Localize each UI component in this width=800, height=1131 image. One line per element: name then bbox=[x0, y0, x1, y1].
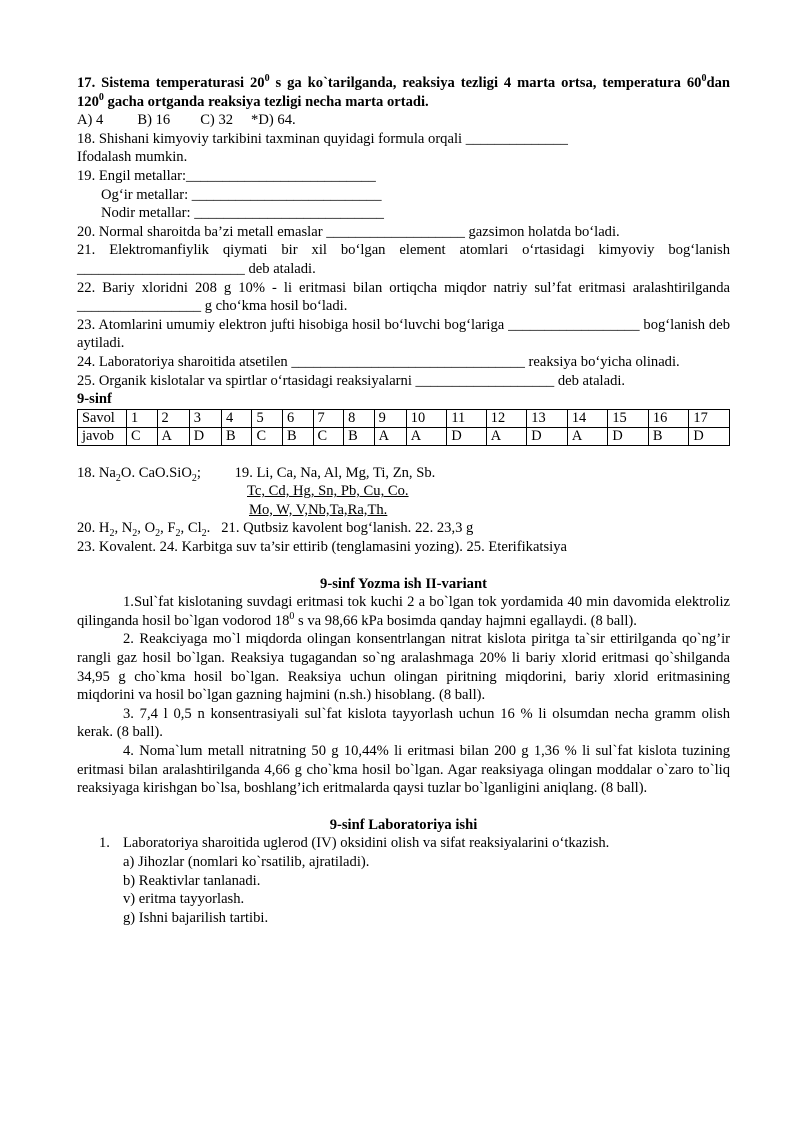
table-cell-answer: D bbox=[447, 427, 486, 445]
table-cell-answer: B bbox=[344, 427, 375, 445]
answer-18: O. CaO.SiO bbox=[120, 464, 192, 481]
table-cell-answer: D bbox=[189, 427, 221, 445]
table-row-answers bbox=[78, 427, 730, 445]
written-task-1 bbox=[77, 593, 730, 630]
answer-23-25: 23. Kovalent. 24. Karbitga suv ta’sir ettirib (tenglamasini yozing). 25. Eterifikatsiya bbox=[77, 539, 567, 556]
answer-21-22: 21. Qutbsiz kavolent bog‘lanish. 22. 23,3 g bbox=[221, 520, 474, 537]
table-cell-question: 4 bbox=[221, 409, 252, 427]
q17-option: *D) 64. bbox=[251, 112, 296, 129]
table-cell-question: 2 bbox=[157, 409, 189, 427]
table-cell-question: 10 bbox=[406, 409, 447, 427]
table-cell-question: 8 bbox=[344, 409, 375, 427]
answer-18-19 bbox=[77, 464, 730, 483]
table-cell-question: 15 bbox=[608, 409, 649, 427]
table-cell-question: 3 bbox=[189, 409, 221, 427]
table-cell-question: 1 bbox=[127, 409, 158, 427]
q17-option: B) 16 bbox=[137, 112, 171, 129]
q17-text: s ga ko`tarilganda, reaksiya tezligi 4 marta ortsa, temperatura 60 bbox=[269, 75, 702, 91]
table-cell-question: 9 bbox=[374, 409, 406, 427]
table-cell-question: 16 bbox=[648, 409, 689, 427]
degree-sup: 0 bbox=[289, 610, 295, 622]
table-cell-answer: C bbox=[252, 427, 283, 445]
degree-sup: 0 bbox=[264, 73, 270, 85]
answer-18: 18. Na bbox=[77, 464, 116, 481]
lab-item-number: 1. bbox=[99, 835, 110, 852]
q17-option: A) 4 bbox=[77, 112, 104, 129]
lab-sub-a: a) Jihozlar (nomlari ko`rsatilib, ajratiladi). bbox=[123, 853, 370, 870]
table-row-questions bbox=[78, 409, 730, 427]
q17-text: gacha ortganda reaksiya tezligi necha marta ortadi. bbox=[103, 93, 429, 110]
question-18-cont: Ifodalash mumkin. bbox=[77, 149, 188, 166]
degree-sup: 0 bbox=[701, 73, 707, 85]
subscript: 2 bbox=[191, 472, 197, 484]
table-cell-answer: B bbox=[283, 427, 314, 445]
question-23: 23. Atomlarini umumiy elektron jufti hisobiga hosil bo‘luvchi bog‘lariga __________________ bog‘lanish deb aytiladi. bbox=[77, 316, 730, 352]
table-cell-answer: D bbox=[527, 427, 568, 445]
table-cell-answer: A bbox=[567, 427, 608, 445]
question-19-heavy: Og‘ir metallar: __________________________ bbox=[101, 186, 382, 203]
lab-title: 9-sinf Laboratoriya ishi bbox=[329, 816, 478, 833]
q17-text: dan 120 bbox=[77, 75, 730, 110]
answer-table bbox=[77, 409, 730, 446]
question-17 bbox=[77, 74, 730, 111]
table-row-label: Savol bbox=[78, 409, 127, 427]
subscript: 2 bbox=[115, 472, 121, 484]
question-22: 22. Bariy xloridni 208 g 10% - li eritmasi bilan ortiqcha miqdor natriy sul’fat eritmasi aralashtirilganda _________________ g cho‘kma hosil bo‘ladi. bbox=[77, 279, 730, 315]
table-cell-answer: D bbox=[608, 427, 649, 445]
table-cell-question: 12 bbox=[486, 409, 527, 427]
table-cell-answer: A bbox=[406, 427, 447, 445]
table-cell-question: 11 bbox=[447, 409, 486, 427]
answer-19-line1: 19. Li, Ca, Na, Al, Mg, Ti, Zn, Sb. bbox=[234, 464, 436, 481]
written-task-4: 4. Noma`lum metall nitratning 50 g 10,44% li eritmasi bilan 200 g 1,36 % li sul`fat kislota tuzining eritmasi bilan aralashtirilganda 4,66 g cho`kma hosil bo`lgan. Agar reaksiyaga olingan moddalar o`zaro to`liq reaksiyaga kirishgan bo`lsa, boshlang’ich eritmalarda qaysi tuzlar bo`lganligini aniqlang. (8 ball). bbox=[77, 743, 730, 797]
q17-options bbox=[77, 111, 730, 130]
table-cell-answer: D bbox=[689, 427, 730, 445]
written-title: 9-sinf Yozma ish II-variant bbox=[320, 575, 487, 592]
table-cell-question: 6 bbox=[283, 409, 314, 427]
answer-18: ; bbox=[196, 464, 201, 481]
table-cell-answer: A bbox=[486, 427, 527, 445]
lab-sub-v: v) eritma tayyorlash. bbox=[123, 891, 245, 908]
question-20: 20. Normal sharoitda ba’zi metall emaslar ___________________ gazsimon holatda bo‘ladi. bbox=[77, 223, 620, 240]
answer-19-line2: Tc, Cd, Hg, Sn, Pb, Cu, Co. bbox=[247, 483, 409, 500]
written-task-3: 3. 7,4 l 0,5 n konsentrasiyali sul`fat kislota tayyorlash uchun 16 % li olsumdan necha gramm olish kerak. (8 ball). bbox=[77, 705, 730, 741]
question-19: 19. Engil metallar:__________________________ bbox=[77, 167, 376, 184]
q17-option: C) 32 bbox=[200, 112, 234, 129]
task-1-text: s va 98,66 kPa bosimda qanday hajmni egallaydi. (8 ball). bbox=[294, 612, 637, 629]
table-cell-answer: A bbox=[374, 427, 406, 445]
table-cell-question: 5 bbox=[252, 409, 283, 427]
table-cell-question: 13 bbox=[527, 409, 568, 427]
task-1-text: 1.Sul`fat kislotaning suvdagi eritmasi tok kuchi 2 a bo`lgan tok yordamida 40 min davomida elektroliz qilinganda hosil bo`lgan vodorod 18 bbox=[77, 594, 730, 629]
table-title: 9-sinf bbox=[77, 391, 112, 408]
answer-20-22: 20. $H_2$, $N_2$, $O_2$, $F_2$, $Cl_2$. 21. Qutbsiz kavolent bog‘lanish. 22. 23,3 g bbox=[77, 520, 474, 540]
table-cell-question: 7 bbox=[313, 409, 344, 427]
table-cell-answer: B bbox=[648, 427, 689, 445]
lab-sub-g: g) Ishni bajarilish tartibi. bbox=[123, 909, 269, 926]
table-cell-answer: B bbox=[221, 427, 252, 445]
question-21: 21. Elektromanfiylik qiymati bir xil bo‘lgan element atomlari o‘rtasidagi kimyoviy bog‘lanish _______________________ deb ataladi. bbox=[77, 242, 730, 277]
document-page bbox=[77, 74, 730, 927]
lab-item-text: Laboratoriya sharoitida uglerod (IV) oksidini olish va sifat reaksiyalarini o‘tkazish. bbox=[123, 835, 610, 852]
table-row-label: javob bbox=[78, 427, 127, 445]
table-cell-question: 17 bbox=[689, 409, 730, 427]
lab-sub-b: b) Reaktivlar tanlanadi. bbox=[123, 872, 261, 889]
lab-item-1 bbox=[77, 834, 730, 853]
question-19-noble: Nodir metallar: __________________________ bbox=[101, 205, 384, 222]
question-24: 24. Laboratoriya sharoitida atsetilen ________________________________ reaksiya bo‘yicha olinadi. bbox=[77, 353, 680, 370]
q17-text: 17. Sistema temperaturasi 20 bbox=[77, 75, 265, 91]
question-25: 25. Organik kislotalar va spirtlar o‘rtasidagi reaksiyalarni ___________________ deb ataladi. bbox=[77, 372, 626, 389]
table-cell-answer: A bbox=[157, 427, 189, 445]
question-18: 18. Shishani kimyoviy tarkibini taxminan quyidagi formula orqali ______________ bbox=[77, 130, 568, 147]
degree-sup: 0 bbox=[98, 91, 104, 103]
answer-19-line3: Mo, W, V,Nb,Ta,Ra,Th. bbox=[249, 501, 388, 518]
written-task-2: 2. Reakciyaga mo`l miqdorda olingan konsentrlangan nitrat kislota piritga ta`sir ettirilganda qo`ng’ir rangli gaz hosil bo`lgan. Reaksiya tugagandan so`ng aralashmaga 20% li bariy xlorid eritmasi qo`shilganda 34,95 g cho`kma hosil bo`lgan. Reaksiya uchun olingan piritning miqdorini, bariy xlorid eritmasining miqdorini va hosil bo`lgan gazning hajmini (n.sh.) hisoblang. (8 ball). bbox=[77, 631, 730, 704]
table-cell-question: 14 bbox=[567, 409, 608, 427]
table-cell-answer: C bbox=[127, 427, 158, 445]
answer-20: 20. H bbox=[77, 520, 110, 537]
table-cell-answer: C bbox=[313, 427, 344, 445]
